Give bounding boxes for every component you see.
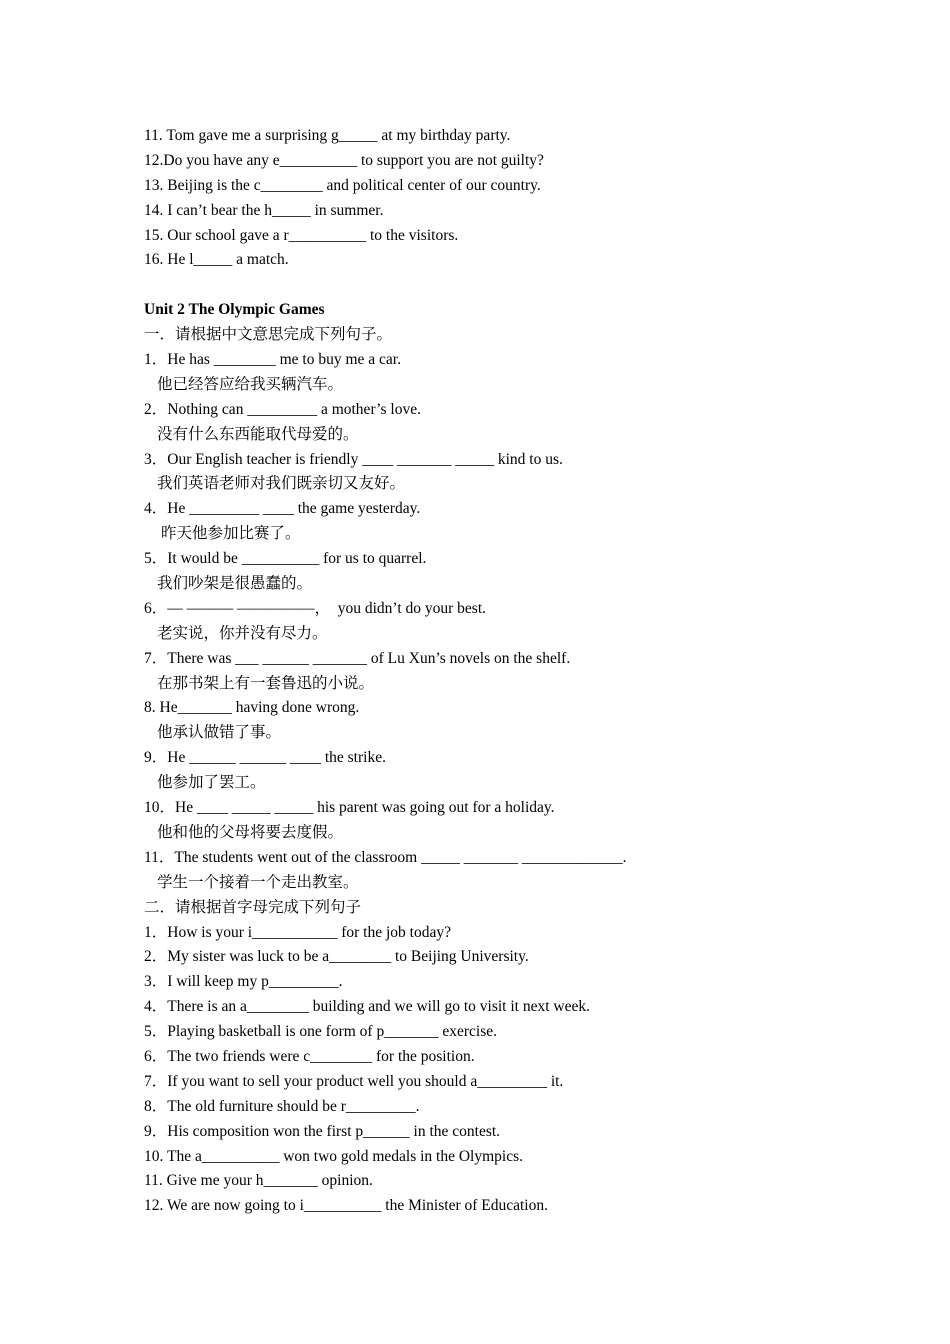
initial-letter-item-3: 3．I will keep my p_________. (144, 973, 343, 991)
translation-hint-7: 在那书架上有一套鲁迅的小说。 (157, 674, 375, 692)
translation-hint-8: 他承认做错了事。 (157, 724, 282, 742)
initial-letter-item-1: 1．How is your i___________ for the job today? (144, 923, 451, 941)
translation-item-5: 5．It would be __________ for us to quarrel. (144, 550, 427, 568)
translation-hint-5: 我们吵架是很愚蠢的。 (157, 575, 313, 593)
translation-hint-6: 老实说，你并没有尽力。 (157, 624, 328, 642)
initial-letter-item-7: 7．If you want to sell your product well you should a_________ it. (144, 1072, 564, 1090)
translation-item-8: 8. He_______ having done wrong. (144, 699, 360, 717)
translation-item-1: 1．He has ________ me to buy me a car. (144, 351, 401, 369)
translation-hint-4: 昨天他参加比赛了。 (161, 525, 301, 543)
translation-item-6: 6．— ——— —————， you didn’t do your best. (144, 599, 486, 617)
part2-heading: 二．请根据首字母完成下列句子 (144, 898, 362, 916)
translation-item-4: 4．He _________ ____ the game yesterday. (144, 500, 421, 518)
exercise-item-14: 14. I can’t bear the h_____ in summer. (144, 201, 384, 219)
translation-hint-3: 我们英语老师对我们既亲切又友好。 (157, 475, 406, 493)
translation-item-9: 9．He ______ ______ ____ the strike. (144, 749, 386, 767)
translation-hint-10: 他和他的父母将要去度假。 (157, 823, 344, 841)
exercise-item-13: 13. Beijing is the c________ and political center of our country. (144, 176, 541, 194)
translation-item-7: 7．There was ___ ______ _______ of Lu Xun’s novels on the shelf. (144, 649, 571, 667)
translation-item-11: 11．The students went out of the classroom _____ _______ _____________. (144, 848, 627, 866)
initial-letter-item-2: 2．My sister was luck to be a________ to Beijing University. (144, 948, 529, 966)
initial-letter-item-4: 4．There is an a________ building and we will go to visit it next week. (144, 998, 590, 1016)
initial-letter-item-11: 11. Give me your h_______ opinion. (144, 1172, 373, 1190)
translation-item-2: 2．Nothing can _________ a mother’s love. (144, 400, 421, 418)
translation-hint-2: 没有什么东西能取代母爱的。 (157, 425, 359, 443)
translation-item-10: 10．He ____ _____ _____ his parent was going out for a holiday. (144, 799, 555, 817)
initial-letter-item-10: 10. The a__________ won two gold medals in the Olympics. (144, 1147, 523, 1165)
initial-letter-item-6: 6．The two friends were c________ for the position. (144, 1047, 475, 1065)
translation-hint-9: 他参加了罢工。 (157, 774, 266, 792)
initial-letter-item-9: 9．His composition won the first p______ in the contest. (144, 1122, 501, 1140)
initial-letter-item-8: 8．The old furniture should be r_________. (144, 1097, 420, 1115)
translation-hint-11: 学生一个接着一个走出教室。 (157, 873, 359, 891)
exercise-item-12: 12.Do you have any e__________ to support you are not guilty? (144, 151, 544, 169)
blank-spacer (144, 273, 864, 298)
unit-title: Unit 2 The Olympic Games (144, 301, 325, 319)
exercise-item-16: 16. He l_____ a match. (144, 251, 289, 269)
translation-hint-1: 他已经答应给我买辆汽车。 (157, 375, 344, 393)
part1-heading: 一．请根据中文意思完成下列句子。 (144, 326, 393, 344)
exercise-item-11: 11. Tom gave me a surprising g_____ at my birthday party. (144, 127, 511, 144)
exercise-item-15: 15. Our school gave a r__________ to the visitors. (144, 226, 459, 244)
translation-item-3: 3．Our English teacher is friendly ____ _______ _____ kind to us. (144, 450, 563, 468)
worksheet-page (144, 124, 864, 1219)
initial-letter-item-5: 5．Playing basketball is one form of p_______ exercise. (144, 1023, 497, 1041)
initial-letter-item-12: 12. We are now going to i__________ the Minister of Education. (144, 1197, 548, 1215)
